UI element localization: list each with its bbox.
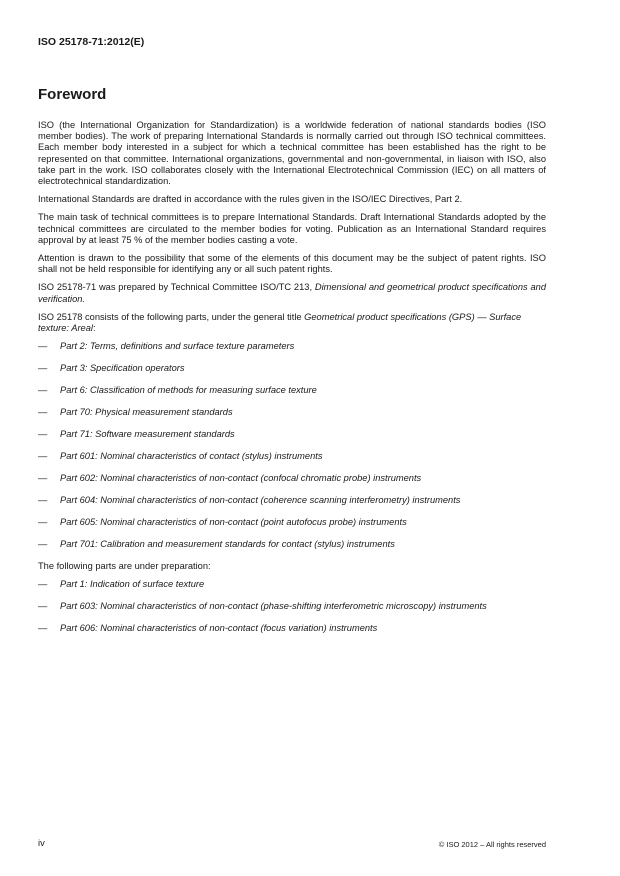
list-dash: — xyxy=(38,451,48,462)
list-dash: — xyxy=(38,473,48,484)
list-item xyxy=(38,451,546,462)
paragraph-prepared-by xyxy=(38,282,546,304)
list-item xyxy=(38,429,546,440)
paragraph-directives: International Standards are drafted in accordance with the rules given in the ISO/IEC Directives, Part 2. xyxy=(38,194,463,205)
list-item-text: Part 604: Nominal characteristics of non-contact (coherence scanning interferometry) instruments xyxy=(60,495,461,506)
paragraph-under-preparation: The following parts are under preparation: xyxy=(38,561,211,572)
list-dash: — xyxy=(38,341,48,352)
parts-list xyxy=(38,341,546,550)
list-item xyxy=(38,473,546,484)
general-title: Geometrical product specifications (GPS) — Surface texture: Areal xyxy=(38,311,522,334)
list-dash: — xyxy=(38,385,48,396)
list-item xyxy=(38,623,546,634)
consists-of-colon: : xyxy=(92,323,96,334)
document-id: ISO 25178-71:2012(E) xyxy=(38,36,145,48)
list-item xyxy=(38,385,546,396)
list-dash: — xyxy=(38,495,48,506)
foreword-body xyxy=(38,120,546,645)
list-item-text: Part 6: Classification of methods for measuring surface texture xyxy=(60,385,317,396)
paragraph-iso-intro: ISO (the International Organization for Standardization) is a worldwide federation of national standards bodies (ISO member bodies). The work of preparing International Standards is normally carried out through ISO technical committees. Each member body interested in a subject for which a technical committee has been established has the right to be represented on that committee. International organizations, governmental and non-governmental, in liaison with ISO, also take part in the work. ISO collaborates closely with the International Electrotechnical Commission (IEC) on all matters of electrotechnical standardization. xyxy=(38,120,546,187)
list-dash: — xyxy=(38,407,48,418)
parts-in-preparation-list xyxy=(38,579,546,634)
list-dash: — xyxy=(38,601,48,612)
section-title: Foreword xyxy=(38,86,107,103)
list-item-text: Part 606: Nominal characteristics of non-contact (focus variation) instruments xyxy=(60,623,378,634)
list-item xyxy=(38,579,546,590)
list-item-text: Part 605: Nominal characteristics of non-contact (point autofocus probe) instruments xyxy=(60,517,407,528)
list-item-text: Part 602: Nominal characteristics of non-contact (confocal chromatic probe) instruments xyxy=(60,473,422,484)
list-item-text: Part 2: Terms, definitions and surface texture parameters xyxy=(60,341,295,352)
list-item-text: Part 601: Nominal characteristics of contact (stylus) instruments xyxy=(60,451,323,462)
list-item-text: Part 70: Physical measurement standards xyxy=(60,407,233,418)
list-item-text: Part 3: Specification operators xyxy=(60,363,185,374)
list-item xyxy=(38,601,546,612)
list-dash: — xyxy=(38,363,48,374)
committee-title: Dimensional and geometrical product specifications and verification. xyxy=(38,282,546,304)
page-number: iv xyxy=(38,838,45,848)
list-item-text: Part 701: Calibration and measurement standards for contact (stylus) instruments xyxy=(60,539,395,550)
copyright-notice: © ISO 2012 – All rights reserved xyxy=(438,840,546,849)
list-item xyxy=(38,363,546,374)
paragraph-patent: Attention is drawn to the possibility that some of the elements of this document may be the subject of patent rights. ISO shall not be held responsible for identifying any or all such patent rights. xyxy=(38,253,546,275)
list-item-text: Part 1: Indication of surface texture xyxy=(60,579,205,590)
consists-of-text: ISO 25178 consists of the following parts, under the general title xyxy=(38,311,305,322)
list-dash: — xyxy=(38,623,48,634)
list-item xyxy=(38,495,546,506)
prepared-by-text: ISO 25178-71 was prepared by Technical Committee ISO/TC 213, xyxy=(38,282,315,293)
list-item xyxy=(38,341,546,352)
paragraph-main-task: The main task of technical committees is to prepare International Standards. Draft International Standards adopted by the technical committees are circulated to the member bodies for voting. Publication as an International Standard requires approval by at least 75 % of the member bodies casting a vote. xyxy=(38,212,546,245)
list-item-text: Part 71: Software measurement standards xyxy=(60,429,235,440)
list-item-text: Part 603: Nominal characteristics of non-contact (phase-shifting interferometric microscopy) instruments xyxy=(60,601,487,612)
list-dash: — xyxy=(38,429,48,440)
list-dash: — xyxy=(38,517,48,528)
paragraph-consists-of xyxy=(38,312,546,334)
list-item xyxy=(38,517,546,528)
list-item xyxy=(38,407,546,418)
list-dash: — xyxy=(38,539,48,550)
list-dash: — xyxy=(38,579,48,590)
list-item xyxy=(38,539,546,550)
